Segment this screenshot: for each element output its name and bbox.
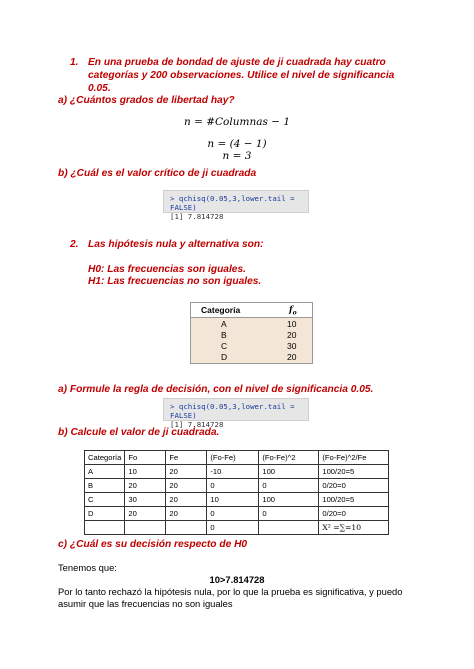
- category-frequency: 20: [287, 352, 297, 362]
- table-cell: 20: [125, 507, 166, 521]
- table-row: [85, 507, 389, 521]
- table-cell: 10: [125, 465, 166, 479]
- table-cell: [259, 521, 319, 535]
- question-1-text: En una prueba de bondad de ajuste de ji cuadrada hay cuatro categorías y 200 observaciones. Utilice el nivel de significancia 0.05.: [88, 57, 395, 94]
- table-cell: [85, 521, 125, 535]
- table-header-cell: (Fo-Fe)^2/Fe: [319, 451, 389, 465]
- category-row: [191, 319, 312, 330]
- question-2: [70, 238, 264, 251]
- table-cell: B: [85, 479, 125, 493]
- question-b-critical: b) ¿Cuál es el valor crítico de ji cuadrada: [58, 168, 257, 179]
- header-fo: [289, 305, 297, 317]
- question-c-decision: c) ¿Cuál es su decisión respecto de H0: [58, 539, 248, 550]
- table-cell: 100/20=5: [319, 465, 389, 479]
- table-cell: 0/20=0: [319, 507, 389, 521]
- table-cell: 20: [166, 507, 207, 521]
- category-label: C: [221, 341, 228, 351]
- question-2-number: 2.: [70, 239, 79, 250]
- question-b-calculate: b) Calcule el valor de ji cuadrada.: [58, 427, 220, 438]
- r-command: > qchisq(0.05,3,lower.tail = FALSE): [170, 402, 295, 420]
- table-header-cell: (Fo-Fe)^2: [259, 451, 319, 465]
- table-row: [85, 493, 389, 507]
- table-header-cell: (Fo-Fe): [207, 451, 259, 465]
- table-cell: 10: [207, 493, 259, 507]
- table-cell: 0: [207, 521, 259, 535]
- question-a-degrees: a) ¿Cuántos grados de libertad hay?: [58, 95, 235, 106]
- table-row: [85, 465, 389, 479]
- table-cell: 20: [125, 479, 166, 493]
- table-cell: 100: [259, 465, 319, 479]
- category-row: [191, 352, 312, 363]
- table-cell: [125, 521, 166, 535]
- table-cell: C: [85, 493, 125, 507]
- table-header-cell: Fe: [166, 451, 207, 465]
- r-console-output: [163, 190, 309, 221]
- header-category: Categoría: [201, 305, 241, 315]
- header-f-subscript: o: [292, 309, 297, 317]
- table-header-cell: Fo: [125, 451, 166, 465]
- category-row: [191, 341, 312, 352]
- table-cell: 0: [207, 507, 259, 521]
- question-2-text: Las hipótesis nula y alternativa son:: [88, 239, 264, 250]
- category-label: B: [221, 330, 227, 340]
- comparison-result: 10>7.814728: [209, 574, 265, 585]
- chi-square-total: X² =∑=10: [319, 521, 389, 535]
- category-frequency: 10: [287, 319, 297, 329]
- table-cell: 0: [259, 507, 319, 521]
- hypothesis-h0: H0: Las frecuencias son iguales.: [88, 264, 246, 275]
- table-cell: 30: [125, 493, 166, 507]
- equation-columns: n = #Columnas − 1: [183, 116, 291, 128]
- table-row: [85, 479, 389, 493]
- r-command: > qchisq(0.05,3,lower.tail = FALSE): [170, 194, 295, 212]
- table-cell: A: [85, 465, 125, 479]
- table-total-row: [85, 521, 389, 535]
- category-label: D: [221, 352, 228, 362]
- category-frequency: 30: [287, 341, 297, 351]
- table-cell: 100/20=5: [319, 493, 389, 507]
- table-cell: 0: [207, 479, 259, 493]
- table-cell: 0/20=0: [319, 479, 389, 493]
- r-result: [1] 7.814728: [170, 420, 224, 429]
- chi-square-table: [84, 450, 389, 535]
- table-cell: 20: [166, 465, 207, 479]
- table-header-row: [85, 451, 389, 465]
- category-table-header: [191, 303, 312, 318]
- conclusion-text: Por lo tanto rechazó la hipótesis nula, por lo que la prueba es significativa, y puedo asumir que las frecuencias no son iguales: [58, 586, 403, 609]
- question-1-number: 1.: [70, 57, 79, 68]
- table-header-cell: Categoría: [85, 451, 125, 465]
- header-f-letter: f: [289, 305, 293, 315]
- table-cell: 0: [259, 479, 319, 493]
- question-a-decision-rule: a) Formule la regla de decisión, con el nivel de significancia 0.05.: [58, 384, 374, 395]
- category-label: A: [221, 319, 227, 329]
- equation-result: n = 3: [222, 150, 252, 162]
- table-cell: 20: [166, 479, 207, 493]
- category-frequency: 20: [287, 330, 297, 340]
- category-frequency-table: [190, 302, 313, 364]
- category-row: [191, 330, 312, 341]
- equation-substitution: n = (4 − 1): [207, 138, 267, 150]
- table-cell: 100: [259, 493, 319, 507]
- tenemos-text: Tenemos que:: [58, 562, 117, 573]
- hypothesis-h1: H1: Las frecuencias no son iguales.: [88, 276, 262, 287]
- table-cell: [166, 521, 207, 535]
- table-cell: D: [85, 507, 125, 521]
- r-result: [1] 7.814728: [170, 212, 224, 221]
- table-cell: -10: [207, 465, 259, 479]
- r-console-output-2: [163, 398, 309, 429]
- table-cell: 20: [166, 493, 207, 507]
